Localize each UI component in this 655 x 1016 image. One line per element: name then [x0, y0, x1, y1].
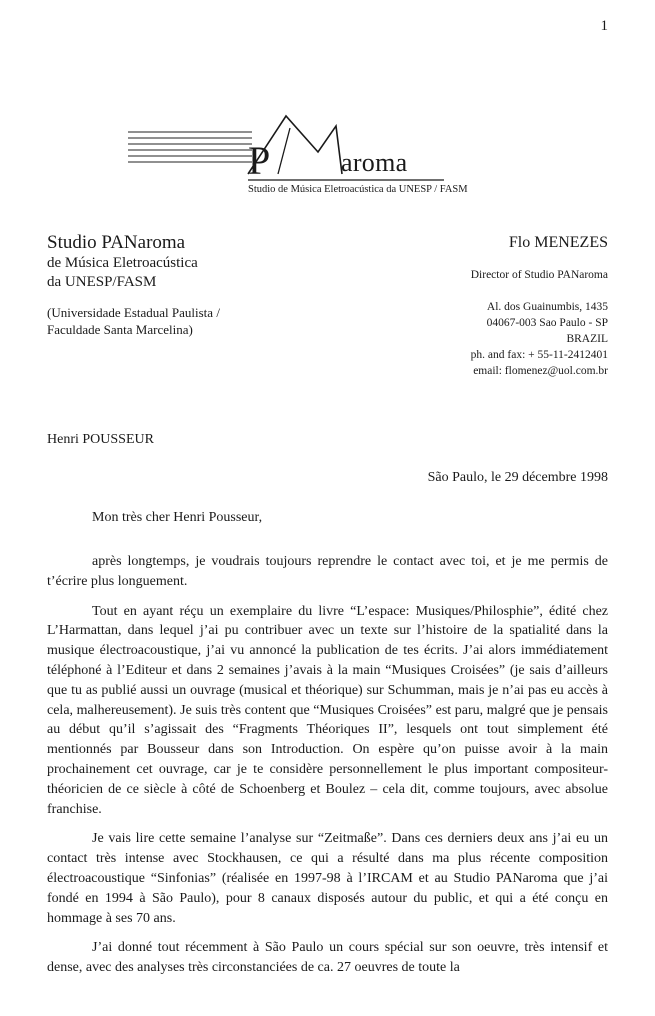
sender-block	[47, 232, 347, 338]
logo-initial: P	[248, 138, 271, 183]
logo-subtitle: Studio de Música Eletroacústica da UNESP / FASM	[248, 184, 468, 195]
studio-subtitle-1: de Música Eletroacústica	[47, 255, 198, 271]
director-address	[308, 299, 608, 379]
letter-body	[47, 552, 608, 988]
phone-fax-line: ph. and fax: + 55-11-2412401	[470, 349, 608, 361]
panaroma-logo	[128, 112, 528, 200]
address-line: 04067-003 Sao Paulo - SP	[486, 317, 608, 329]
director-name: Flo MENEZES	[508, 234, 608, 251]
email-line: email: flomenez@uol.com.br	[473, 365, 608, 377]
studio-title: Studio PANaroma	[47, 232, 186, 253]
studio-subtitle-2: da UNESP/FASM	[47, 274, 157, 290]
director-block	[308, 232, 608, 379]
salutation: Mon très cher Henri Pousseur,	[92, 510, 263, 525]
body-paragraph: Je vais lire cette semaine l’analyse sur “Zeitmaße”. Dans ces derniers deux ans j’ai eu un contact très intense avec Stockhausen, ce qui a résulté dans ma plus récente composition électroacoustique “Sinfonias” (réalisée en 1997-98 à l’IRCAM et au Studio PANaroma que j’ai fondé en 1994 à São Paulo), pour 8 canaux disposés autour du public, et qui a été conçu en hommage à ses 70 ans.	[47, 831, 608, 926]
body-paragraph: après longtemps, je voudrais toujours reprendre le contact avec toi, et je me permis de t’écrire plus longuement.	[47, 554, 608, 589]
director-role: Director of Studio PANaroma	[470, 269, 608, 281]
recipient: Henri POUSSEUR	[47, 432, 154, 447]
address-line: Al. dos Guainumbis, 1435	[486, 301, 608, 313]
date-line: São Paulo, le 29 décembre 1998	[427, 470, 608, 485]
body-paragraph: Tout en ayant réçu un exemplaire du livre “L’espace: Musiques/Philosphie”, édité chez L’Harmattan, dans lequel j’ai pu contribuer avec un texte sur l’histoire de la spatialité dans la musique électroacoustique, j’ai vu annoncé la publication de tes écrits. J’ai alors immédiatement téléphoné à l’Editeur et dans 2 semaines j’avais à la main “Musiques Croisées” (je sais d’ailleurs que tu as publié aussi un ouvrage (musical et théorique) sur Schumman, mais je n’ai pas eu accès à cela, malhereusement). Je suis très content que “Musiques Croisées” est paru, malgré que je pensais au début qu’il s’agissait des “Fragments Théoriques II”, lesquels ont tout simplement été mentionnés par Bousseur dans son Introduction. On espère qu’on puisse avoir à la main prochainement cet ouvrage, car je te considère personnellement le plus important compositeur-théoricien de ce siècle à côté de Schoenberg et Boulez – cela dit, comme toujours, avec absolue franchise.	[47, 603, 608, 817]
body-paragraph: J’ai donné tout récemment à São Paulo un cours spécial sur son oeuvre, très intensif et dense, avec des analyses très circonstanciées de ca. 27 oeuvres de toute la	[47, 940, 608, 976]
address-line: BRAZIL	[566, 333, 608, 345]
page-number: 1	[600, 18, 608, 34]
logo-wordmark: aroma	[341, 148, 408, 177]
university-line-1: (Universidade Estadual Paulista /	[47, 305, 220, 320]
university-line-2: Faculdade Santa Marcelina)	[47, 322, 193, 337]
